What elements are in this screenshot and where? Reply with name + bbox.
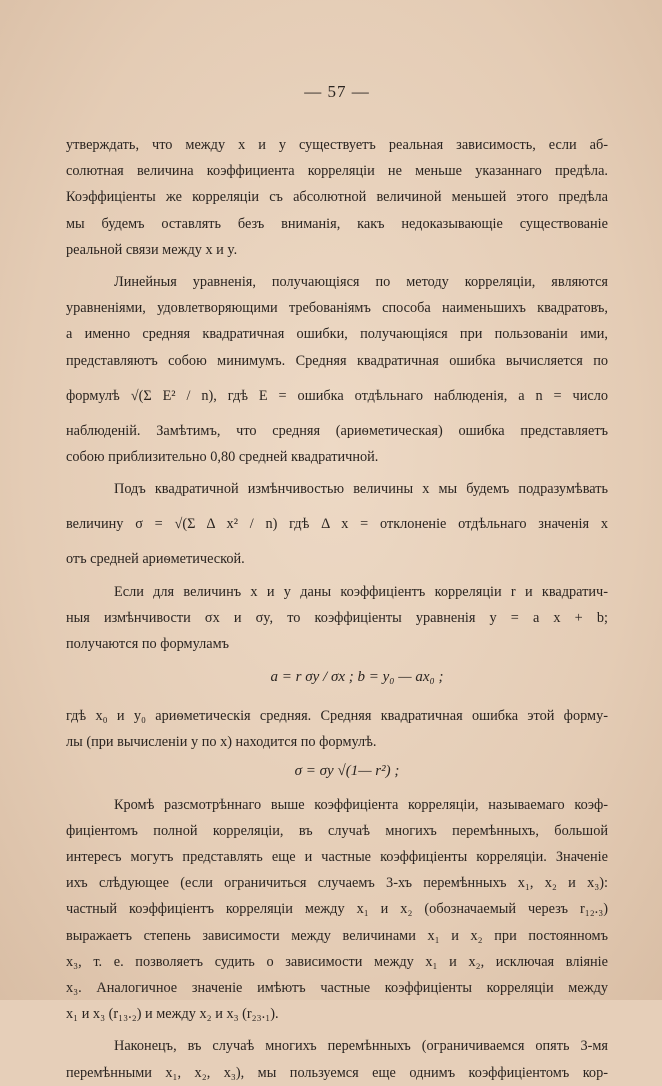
paragraph-5 (66, 703, 608, 755)
text-line: частный коэффиціентъ корреляціи между x₁ и x₂ (обозначаемый черезъ r₁₂.₃) (66, 901, 608, 918)
text-line: лы (при вычисленіи y по x) находится по формулѣ. (66, 734, 377, 751)
text-line: Наконецъ, въ случаѣ многихъ перемѣнныхъ (ограничиваемся опять 3-мя (114, 1038, 608, 1055)
text-line: мы будемъ оставлять безъ вниманія, какъ недоказывающіе существованіе (66, 215, 608, 232)
text-line: Коэффиціенты же корреляціи съ абсолютной величиной меньшей этого предѣла (66, 189, 608, 206)
text-line: Если для величинъ x и y даны коэффиціентъ корреляціи r и квадратич- (114, 583, 608, 600)
paragraph-1 (66, 132, 608, 263)
text-line: Кромѣ разсмотрѣннаго выше коэффиціента корреляціи, называемаго коэф- (114, 796, 608, 813)
text-line: гдѣ x₀ и y₀ ариѳметическія средняя. Средняя квадратичная ошибка этой форму- (66, 708, 608, 725)
text-line: x₃. Аналогичное значеніе имѣютъ частные коэффиціенты корреляціи между (66, 980, 608, 997)
text-line: Подъ квадратичной измѣнчивостью величины x мы будемъ подразумѣвать (114, 481, 608, 498)
text-line: отъ средней ариѳметической. (66, 551, 245, 568)
text-line: солютная величина коэффициента корреляціи не меньше указаннаго предѣла. (66, 163, 608, 180)
paragraph-4 (66, 579, 608, 658)
formula-line-error: формулѣ √(Σ E² / n), гдѣ E = ошибка отдѣльнаго наблюденія, а n = число (66, 387, 608, 404)
error-formula: σ = σy √(1— r²) ; (294, 762, 400, 779)
page-number: — 57 — (304, 82, 370, 101)
text-line: а именно средняя квадратичная ошибки, получающіяся при пользованіи ими, (66, 326, 608, 343)
text-line: реальной связи между x и y. (66, 241, 238, 258)
text-line: представляютъ собою минимумъ. Средняя квадратичная ошибка вычисляется по (66, 352, 608, 369)
text-line: перемѣнными x₁, x₂, x₃), мы пользуемся еще однимъ коэффиціентомъ кор- (66, 1064, 608, 1081)
text-line: Линейныя уравненія, получающіяся по методу корреляціи, являются (114, 274, 608, 291)
paragraph-3 (66, 476, 608, 572)
text-line: утверждать, что между x и y существуетъ реальная зависимость, если аб- (66, 137, 608, 153)
paragraph-6 (66, 792, 608, 1028)
text-line: фиціентомъ полной корреляціи, въ случаѣ многихъ перемѣнныхъ, большой (66, 822, 608, 839)
text-line: наблюденій. Замѣтимъ, что средняя (ариѳметическая) ошибка представляетъ (66, 422, 608, 439)
paragraph-2 (66, 269, 608, 470)
text-line: выражаетъ степень зависимости между величинами x₁ и x₂ при постоянномъ (66, 927, 608, 944)
text-line: x₃, т. е. позволяетъ судить о зависимости между x₁ и x₂, исключая вліяніе (66, 953, 608, 970)
text-line: x₁ и x₃ (r₁₃.₂) и между x₂ и x₃ (r₂₃.₁). (66, 1006, 279, 1023)
regression-formula: a = r σy / σx ; b = y₀ — ax₀ ; (270, 669, 444, 686)
text-line: ныя измѣнчивости σx и σy, то коэффиціенты уравненія y = a x + b; (66, 609, 608, 626)
text-line: собою приблизительно 0,80 средней квадратичной. (66, 449, 379, 466)
text-line: уравненіями, удовлетворяющими требованіямъ способа наименьшихъ квадратовъ, (66, 300, 608, 317)
text-line: получаются по формуламъ (66, 636, 230, 653)
paragraph-7 (66, 1033, 608, 1085)
text-line: ихъ слѣдующее (если ограничиться случаемъ 3-хъ перемѣнныхъ x₁, x₂ и x₃): (66, 875, 608, 892)
formula-line-variability: величину σ = √(Σ Δ x² / n) гдѣ Δ x = отклоненіе отдѣльнаго значенія x (66, 516, 608, 533)
text-line: интересъ могутъ представлять еще и частные коэффиціенты корреляціи. Значеніе (66, 849, 608, 866)
